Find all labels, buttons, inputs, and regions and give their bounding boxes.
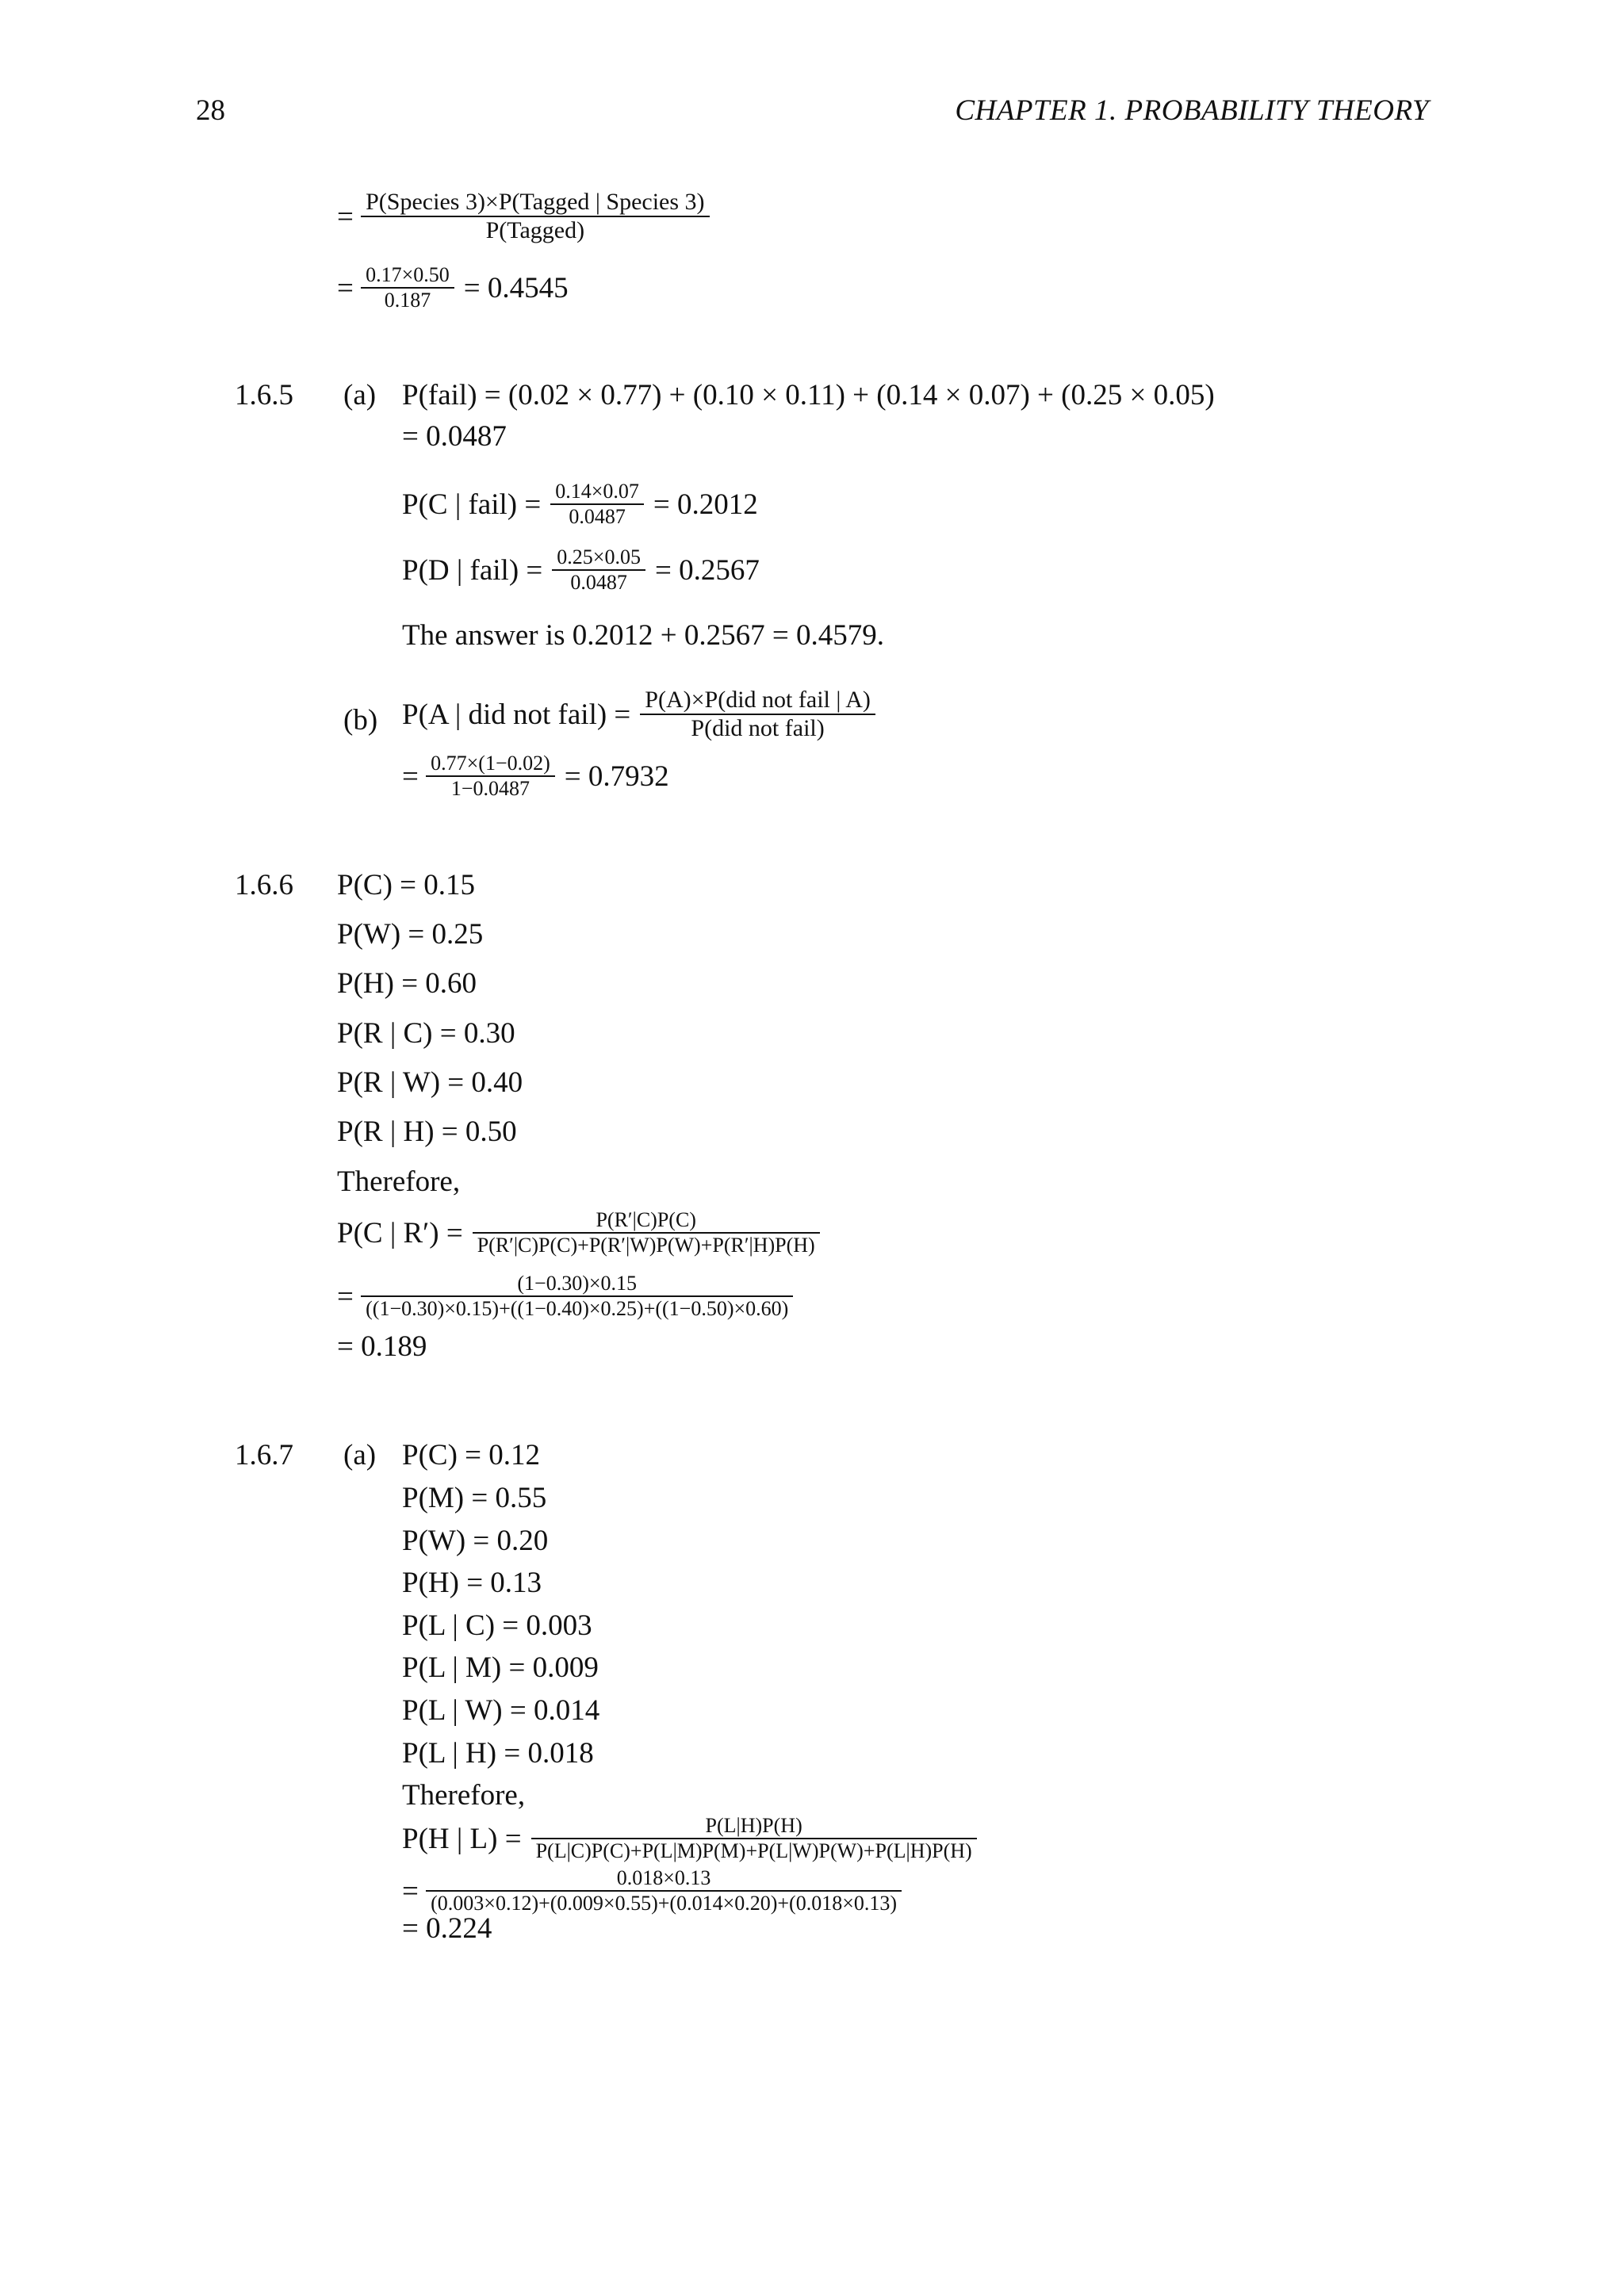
numerator: 0.018×0.13 — [426, 1868, 902, 1892]
denominator: P(R′|C)P(C)+P(R′|W)P(W)+P(R′|H)P(H) — [477, 1234, 815, 1257]
equals-sign: = — [337, 200, 362, 233]
given-line: P(H) = 0.60 — [337, 967, 477, 1000]
fraction — [473, 1210, 820, 1256]
given-line: P(W) = 0.25 — [337, 918, 484, 951]
equation-line: P(fail) = (0.02 × 0.77) + (0.10 × 0.11) + (0.14 × 0.07) + (0.25 × 0.05) — [402, 379, 1215, 411]
lhs: P(C | R′) = — [337, 1216, 463, 1249]
result: = 0.224 — [402, 1912, 492, 1945]
given-line: P(L | M) = 0.009 — [402, 1651, 599, 1684]
therefore-text: Therefore, — [402, 1779, 526, 1812]
equals-sign: = — [337, 1280, 362, 1313]
part-label: (a) — [343, 379, 377, 411]
top-equation-2 — [337, 265, 569, 311]
denominator: P(Tagged) — [485, 217, 585, 243]
therefore-text: Therefore, — [337, 1165, 461, 1198]
fraction — [640, 688, 875, 740]
given-line: P(L | C) = 0.003 — [402, 1609, 592, 1642]
lhs: P(H | L) = — [402, 1822, 522, 1855]
fraction — [552, 547, 645, 593]
equation-line: = 0.0487 — [402, 420, 507, 453]
equation-c-fail — [402, 481, 758, 527]
answer-text: The answer is 0.2012 + 0.2567 = 0.4579. — [402, 619, 884, 652]
denominator: ((1−0.30)×0.15)+((1−0.40)×0.25)+((1−0.50)×0.60) — [366, 1297, 789, 1320]
given-line: P(R | W) = 0.40 — [337, 1066, 523, 1099]
denominator: 0.0487 — [570, 571, 627, 594]
fraction — [426, 753, 555, 799]
fraction — [361, 265, 454, 311]
part-label: (b) — [343, 704, 378, 737]
denominator: 1−0.0487 — [450, 777, 530, 800]
numerator: P(A)×P(did not fail | A) — [640, 688, 875, 715]
bayes-formula — [402, 1816, 977, 1862]
lhs: P(D | fail) = — [402, 553, 543, 587]
equals-sign: = — [402, 760, 427, 793]
denominator: P(L|C)P(C)+P(L|M)P(M)+P(L|W)P(W)+P(L|H)P(H) — [535, 1839, 972, 1862]
given-line: P(C) = 0.15 — [337, 869, 476, 901]
given-line: P(L | H) = 0.018 — [402, 1737, 594, 1770]
top-equation-1 — [337, 190, 710, 243]
equation-b — [402, 688, 875, 740]
given-line: P(R | H) = 0.50 — [337, 1115, 517, 1148]
numerator: P(R′|C)P(C) — [473, 1210, 820, 1234]
given-line: P(C) = 0.12 — [402, 1439, 541, 1471]
numerator: (1−0.30)×0.15 — [361, 1273, 793, 1297]
equation-b-2 — [402, 753, 669, 799]
equation-d-fail — [402, 547, 760, 593]
numerator: 0.25×0.05 — [552, 547, 645, 571]
numerator: P(Species 3)×P(Tagged | Species 3) — [361, 190, 709, 217]
equals-sign: = — [337, 271, 362, 304]
fraction — [361, 1273, 793, 1319]
bayes-substitution — [337, 1273, 793, 1319]
part-label: (a) — [343, 1439, 377, 1471]
given-line: P(M) = 0.55 — [402, 1482, 547, 1514]
denominator: (0.003×0.12)+(0.009×0.55)+(0.014×0.20)+(0.018×0.13) — [431, 1892, 898, 1915]
equals-sign: = — [402, 1874, 427, 1908]
chapter-title: CHAPTER 1. PROBABILITY THEORY — [955, 94, 1429, 127]
fraction — [426, 1868, 902, 1914]
result: = 0.2567 — [654, 553, 760, 587]
given-line: P(L | W) = 0.014 — [402, 1694, 600, 1727]
bayes-formula — [337, 1210, 820, 1256]
problem-number: 1.6.5 — [235, 379, 293, 411]
result: = 0.189 — [337, 1330, 427, 1363]
fraction — [531, 1816, 977, 1862]
fraction — [550, 481, 644, 527]
result: = 0.7932 — [564, 760, 669, 793]
page-number: 28 — [196, 94, 225, 127]
given-line: P(R | C) = 0.30 — [337, 1017, 515, 1050]
numerator: 0.17×0.50 — [361, 265, 454, 289]
lhs: P(C | fail) = — [402, 488, 542, 521]
denominator: 0.187 — [384, 289, 431, 312]
numerator: 0.14×0.07 — [550, 481, 644, 505]
lhs: P(A | did not fail) = — [402, 698, 631, 731]
numerator: P(L|H)P(H) — [531, 1816, 977, 1839]
given-line: P(H) = 0.13 — [402, 1567, 542, 1599]
numerator: 0.77×(1−0.02) — [426, 753, 555, 777]
problem-number: 1.6.7 — [235, 1439, 293, 1471]
result: = 0.2012 — [653, 488, 758, 521]
given-line: P(W) = 0.20 — [402, 1525, 549, 1557]
result: = 0.4545 — [463, 271, 569, 304]
problem-number: 1.6.6 — [235, 869, 293, 901]
denominator: 0.0487 — [569, 505, 626, 528]
fraction — [361, 190, 709, 243]
bayes-substitution — [402, 1868, 902, 1914]
denominator: P(did not fail) — [691, 715, 825, 741]
